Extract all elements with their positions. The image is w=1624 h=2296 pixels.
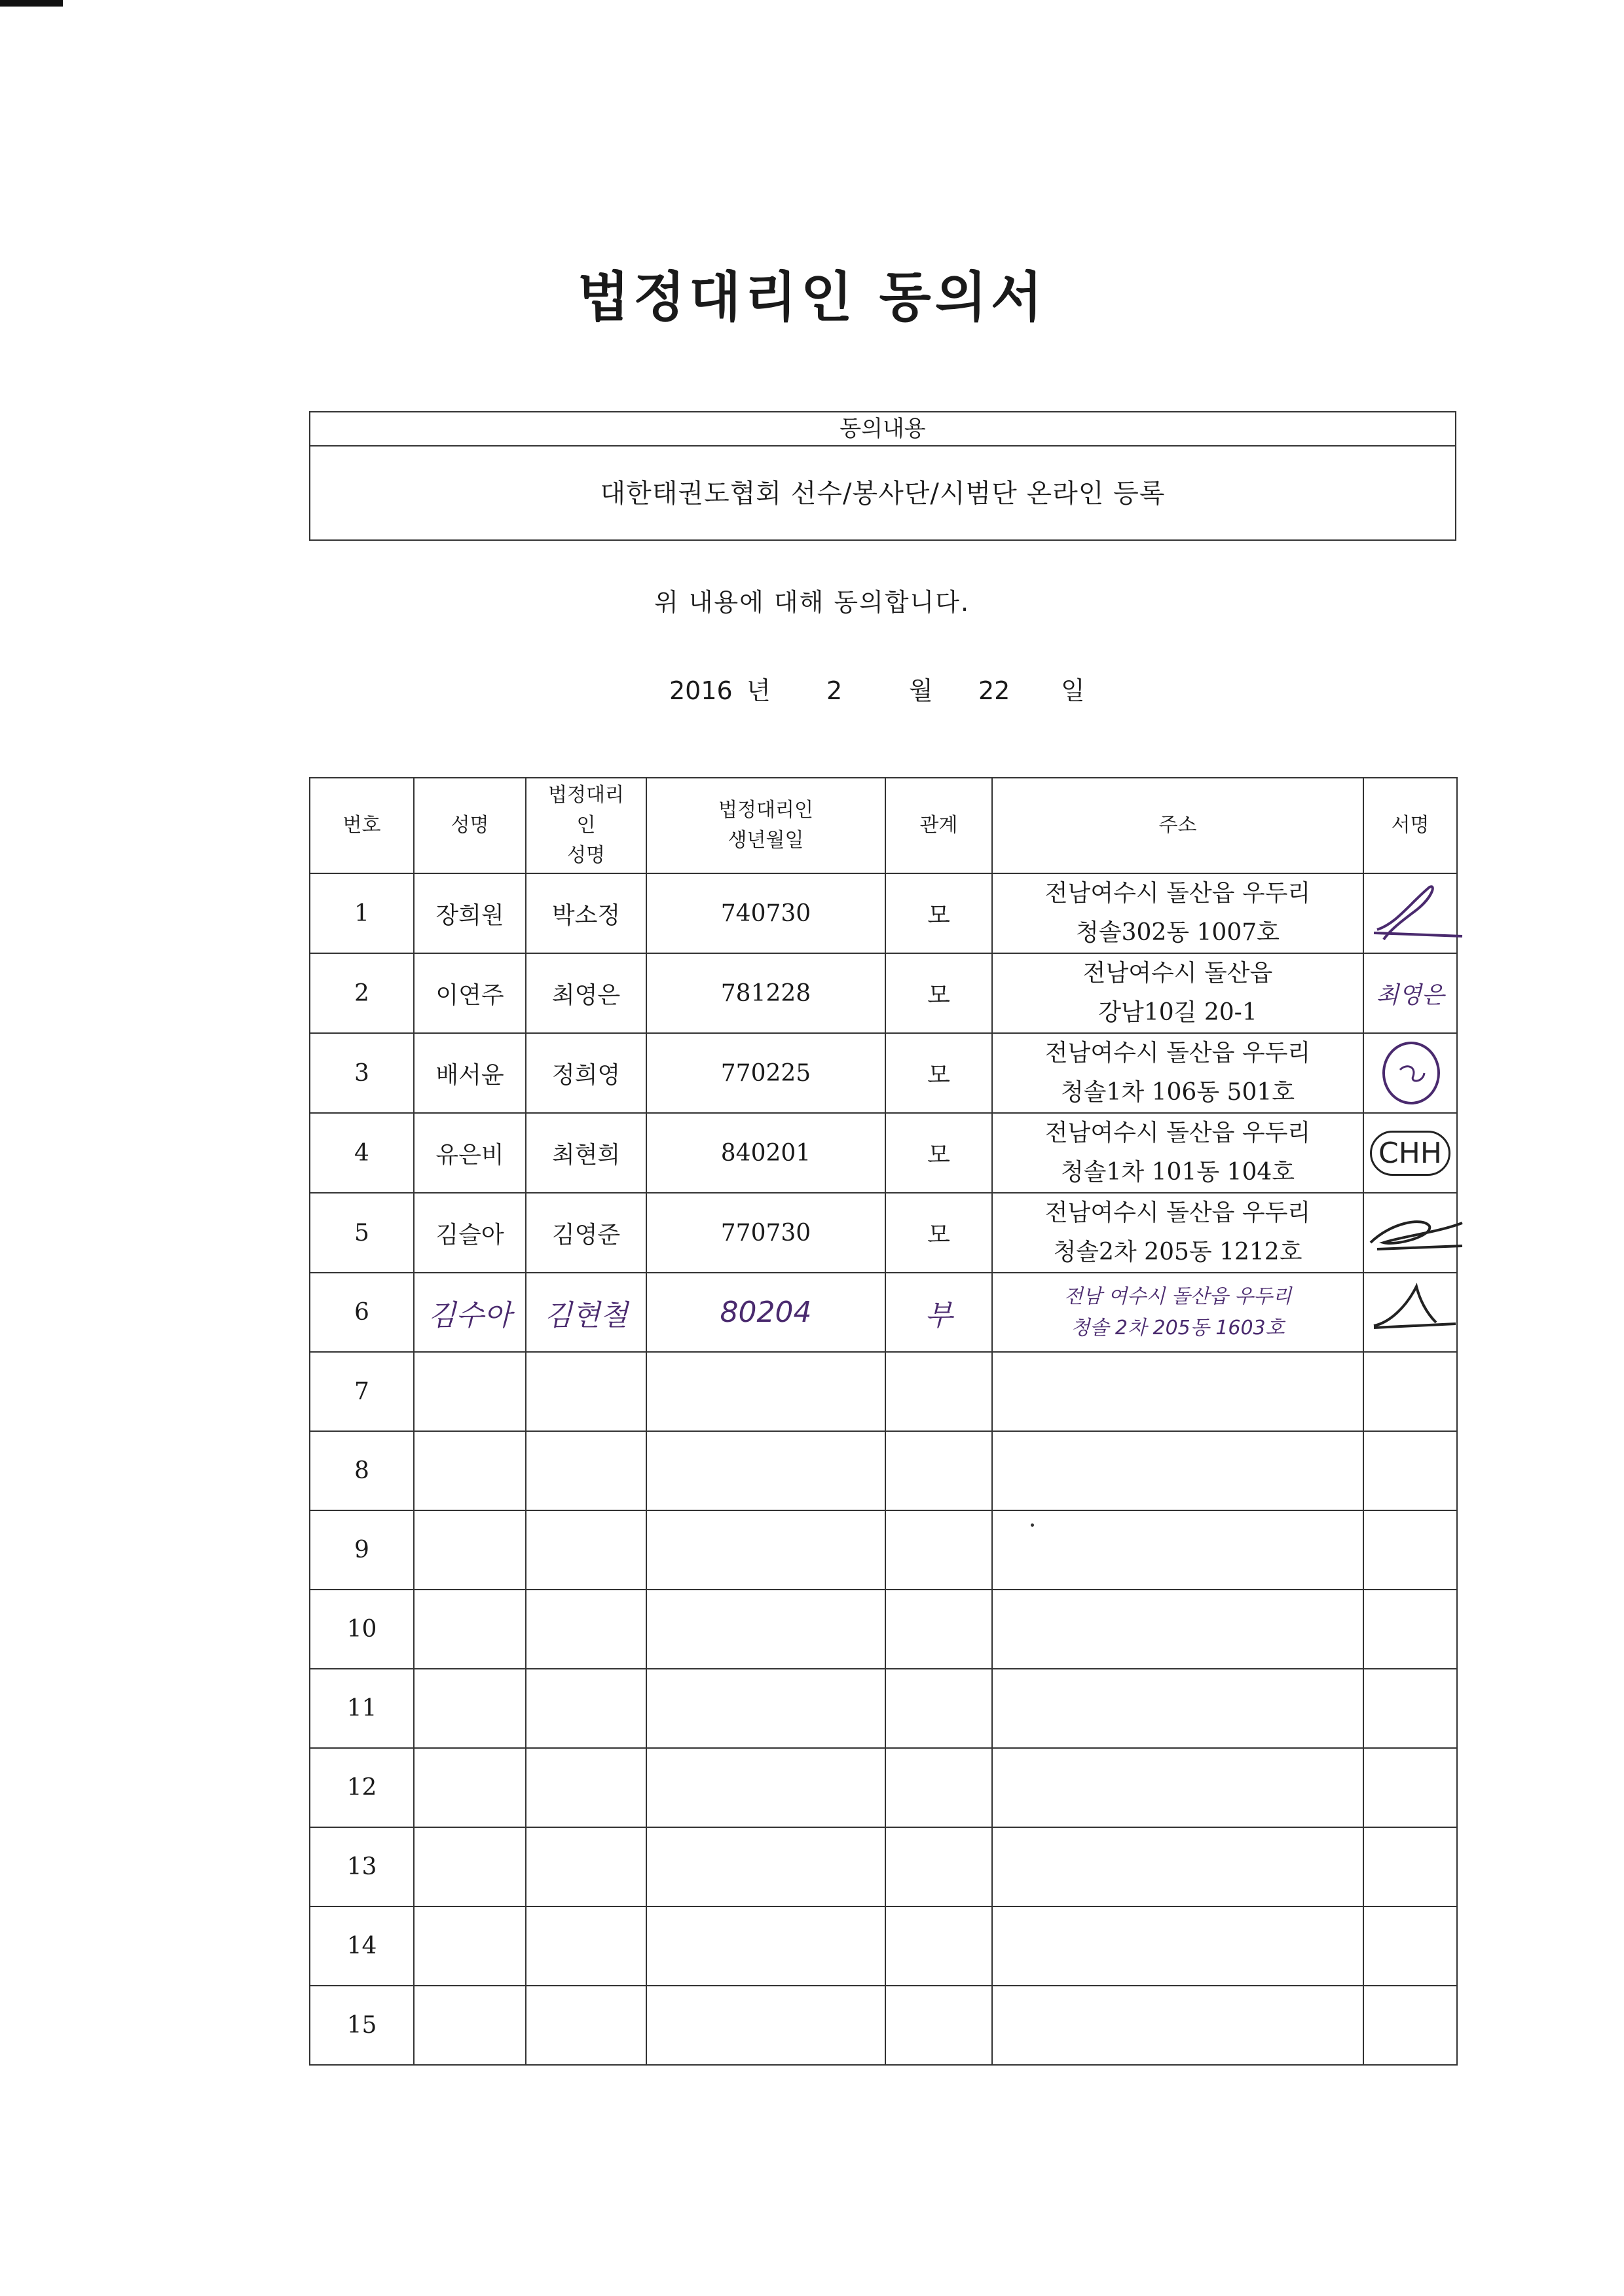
- signature-initials: CHH: [1370, 1131, 1450, 1176]
- table-row: [310, 1827, 1457, 1906]
- cell-empty: [646, 1352, 885, 1431]
- header-guardian-birth-line: 생년월일: [728, 829, 804, 852]
- cell-relation: [885, 1273, 992, 1352]
- handwritten-address-line: 청솔 2차 205동 1603호: [1071, 1316, 1285, 1339]
- cell-empty: [646, 1669, 885, 1748]
- cell-empty: [992, 1431, 1363, 1510]
- signature-scribble: [1364, 1197, 1462, 1269]
- cell-empty: [414, 1827, 526, 1906]
- cell-no: 12: [310, 1748, 414, 1827]
- cell-relation: 모: [885, 873, 992, 953]
- cell-empty: [885, 1431, 992, 1510]
- address-line: 전남여수시 돌산읍 우두리: [1044, 1199, 1311, 1226]
- cell-empty: [1363, 1906, 1457, 1986]
- cell-no: 5: [310, 1193, 414, 1273]
- table-row: [310, 1193, 1457, 1273]
- cell-empty: [1363, 1669, 1457, 1748]
- cell-name: 장희원: [414, 873, 526, 953]
- cell-no: 15: [310, 1986, 414, 2065]
- address-line: 전남여수시 돌산읍: [1082, 960, 1273, 987]
- address-line: 전남여수시 돌산읍 우두리: [1044, 880, 1311, 907]
- header-guardian-name-line: 인: [576, 814, 596, 837]
- cell-no: 6: [310, 1273, 414, 1352]
- header-guardian-birth: [646, 778, 885, 873]
- cell-address: [992, 953, 1363, 1033]
- table-row: [310, 1033, 1457, 1113]
- cell-birth: 770225: [646, 1033, 885, 1113]
- cell-birth: 740730: [646, 873, 885, 953]
- cell-empty: [414, 1590, 526, 1669]
- cell-empty: [885, 1827, 992, 1906]
- consent-box: [309, 411, 1456, 541]
- cell-empty: [992, 1906, 1363, 1986]
- cell-no: 11: [310, 1669, 414, 1748]
- cell-empty: [885, 1510, 992, 1590]
- cell-empty: [646, 1827, 885, 1906]
- cell-empty: [1363, 1590, 1457, 1669]
- table-row: [310, 1352, 1457, 1431]
- header-relation: 관계: [885, 778, 992, 873]
- cell-birth: 781228: [646, 953, 885, 1033]
- cell-name: 유은비: [414, 1113, 526, 1193]
- handwritten-name: 김수아: [428, 1298, 512, 1332]
- cell-empty: [526, 1669, 646, 1748]
- cell-empty: [414, 1510, 526, 1590]
- scan-dust-dot: [1031, 1523, 1034, 1527]
- cell-empty: [1363, 1986, 1457, 2065]
- cell-empty: [1363, 1827, 1457, 1906]
- cell-name: 배서윤: [414, 1033, 526, 1113]
- cell-no: 7: [310, 1352, 414, 1431]
- header-address: 주소: [992, 778, 1363, 873]
- cell-signature: [1363, 1113, 1457, 1193]
- cell-relation: 모: [885, 953, 992, 1033]
- cell-no: 8: [310, 1431, 414, 1510]
- cell-empty: [992, 1827, 1363, 1906]
- cell-guardian: 김영준: [526, 1193, 646, 1273]
- date-day: 22: [978, 676, 1010, 705]
- table-row: [310, 1748, 1457, 1827]
- cell-no: 10: [310, 1590, 414, 1669]
- date-month: 2: [826, 676, 843, 705]
- cell-address: [992, 1273, 1363, 1352]
- cell-no: 14: [310, 1906, 414, 1986]
- cell-guardian: 정희영: [526, 1033, 646, 1113]
- cell-empty: [885, 1986, 992, 2065]
- cell-birth: 770730: [646, 1193, 885, 1273]
- table-row: [310, 1273, 1457, 1352]
- address-line: 전남여수시 돌산읍 우두리: [1044, 1120, 1311, 1146]
- cell-empty: [526, 1827, 646, 1906]
- cell-signature: [1363, 953, 1457, 1033]
- table-row: [310, 1669, 1457, 1748]
- cell-empty: [414, 1748, 526, 1827]
- scan-corner-mark: [0, 0, 63, 7]
- address-line: 청솔1차 106동 501호: [1060, 1079, 1295, 1106]
- cell-empty: [646, 1906, 885, 1986]
- cell-no: 9: [310, 1510, 414, 1590]
- cell-no: 4: [310, 1113, 414, 1193]
- table-row: [310, 873, 1457, 953]
- cell-empty: [646, 1748, 885, 1827]
- table-row: [310, 1510, 1457, 1590]
- signature-scribble: [1364, 877, 1462, 949]
- cell-empty: [992, 1748, 1363, 1827]
- header-name: 성명: [414, 778, 526, 873]
- table-row: [310, 1590, 1457, 1669]
- cell-empty: [526, 1431, 646, 1510]
- cell-empty: [526, 1906, 646, 1986]
- handwritten-guardian: 김현철: [544, 1298, 628, 1332]
- cell-empty: [526, 1510, 646, 1590]
- address-line: 청솔1차 101동 104호: [1060, 1159, 1295, 1186]
- address-line: 전남여수시 돌산읍 우두리: [1044, 1040, 1311, 1066]
- consent-header: 동의내용: [310, 412, 1455, 446]
- table-row: [310, 953, 1457, 1033]
- cell-empty: [885, 1669, 992, 1748]
- cell-guardian: 최영은: [526, 953, 646, 1033]
- cell-guardian: 박소정: [526, 873, 646, 953]
- header-signature: 서명: [1363, 778, 1457, 873]
- cell-empty: [885, 1748, 992, 1827]
- cell-empty: [414, 1669, 526, 1748]
- guardian-table: [309, 777, 1458, 2066]
- header-guardian-name-line: 성명: [567, 844, 605, 867]
- cell-relation: 모: [885, 1113, 992, 1193]
- consent-content: 대한태권도협회 선수/봉사단/시범단 온라인 등록: [600, 479, 1166, 509]
- table-row: [310, 1431, 1457, 1510]
- cell-empty: [1363, 1748, 1457, 1827]
- cell-empty: [1363, 1352, 1457, 1431]
- cell-empty: [992, 1986, 1363, 2065]
- cell-empty: [526, 1748, 646, 1827]
- cell-empty: [414, 1352, 526, 1431]
- cell-empty: [885, 1590, 992, 1669]
- table-row: [310, 1113, 1457, 1193]
- cell-empty: [414, 1986, 526, 2065]
- cell-name: 이연주: [414, 953, 526, 1033]
- cell-empty: [1363, 1510, 1457, 1590]
- cell-empty: [992, 1669, 1363, 1748]
- date-year-unit: 년: [747, 676, 771, 705]
- date-day-unit: 일: [1061, 676, 1085, 705]
- cell-empty: [646, 1510, 885, 1590]
- cell-name: 김슬아: [414, 1193, 526, 1273]
- cell-signature: [1363, 1193, 1457, 1273]
- cell-empty: [885, 1352, 992, 1431]
- cell-empty: [885, 1906, 992, 1986]
- cell-empty: [646, 1986, 885, 2065]
- header-guardian-name-line: 법정대리: [548, 784, 624, 807]
- cell-empty: [414, 1431, 526, 1510]
- cell-no: 2: [310, 953, 414, 1033]
- cell-address: [992, 873, 1363, 953]
- cell-empty: [646, 1590, 885, 1669]
- cell-empty: [526, 1352, 646, 1431]
- cell-address: [992, 1193, 1363, 1273]
- cell-address: [992, 1033, 1363, 1113]
- cell-no: 1: [310, 873, 414, 953]
- cell-guardian: [526, 1273, 646, 1352]
- signature-handwritten: 최영은: [1376, 981, 1445, 1009]
- table-row: [310, 1906, 1457, 1986]
- date-year: 2016: [669, 676, 733, 705]
- cell-signature: [1363, 1033, 1457, 1113]
- cell-birth: [646, 1273, 885, 1352]
- date-month-unit: 월: [909, 676, 933, 705]
- cell-birth: 840201: [646, 1113, 885, 1193]
- cell-no: 3: [310, 1033, 414, 1113]
- signature-circle: [1364, 1037, 1462, 1109]
- cell-empty: [526, 1986, 646, 2065]
- cell-empty: [1363, 1431, 1457, 1510]
- cell-empty: [992, 1510, 1363, 1590]
- cell-guardian: 최현희: [526, 1113, 646, 1193]
- cell-empty: [526, 1590, 646, 1669]
- address-line: 청솔302동 1007호: [1076, 919, 1280, 946]
- header-no: 번호: [310, 778, 414, 873]
- header-guardian-birth-line: 법정대리인: [718, 799, 813, 822]
- address-line: 강남10길 20-1: [1098, 999, 1257, 1026]
- cell-address: [992, 1113, 1363, 1193]
- agreement-statement: 위 내용에 대해 동의합니다.: [654, 588, 970, 617]
- cell-signature: [1363, 873, 1457, 953]
- table-header-row: [310, 778, 1457, 873]
- handwritten-birth: 80204: [720, 1296, 812, 1329]
- cell-empty: [992, 1352, 1363, 1431]
- signature-scribble: [1364, 1277, 1462, 1349]
- table-row: [310, 1986, 1457, 2065]
- cell-empty: [646, 1431, 885, 1510]
- handwritten-relation: 부: [925, 1298, 953, 1332]
- cell-empty: [992, 1590, 1363, 1669]
- handwritten-address-line: 전남 여수시 돌산읍 우두리: [1063, 1285, 1292, 1308]
- cell-name: [414, 1273, 526, 1352]
- cell-empty: [414, 1906, 526, 1986]
- cell-signature: [1363, 1273, 1457, 1352]
- cell-no: 13: [310, 1827, 414, 1906]
- cell-relation: 모: [885, 1193, 992, 1273]
- header-guardian-name: [526, 778, 646, 873]
- cell-relation: 모: [885, 1033, 992, 1113]
- document-title: 법정대리인 동의서: [577, 266, 1047, 329]
- address-line: 청솔2차 205동 1212호: [1053, 1239, 1302, 1266]
